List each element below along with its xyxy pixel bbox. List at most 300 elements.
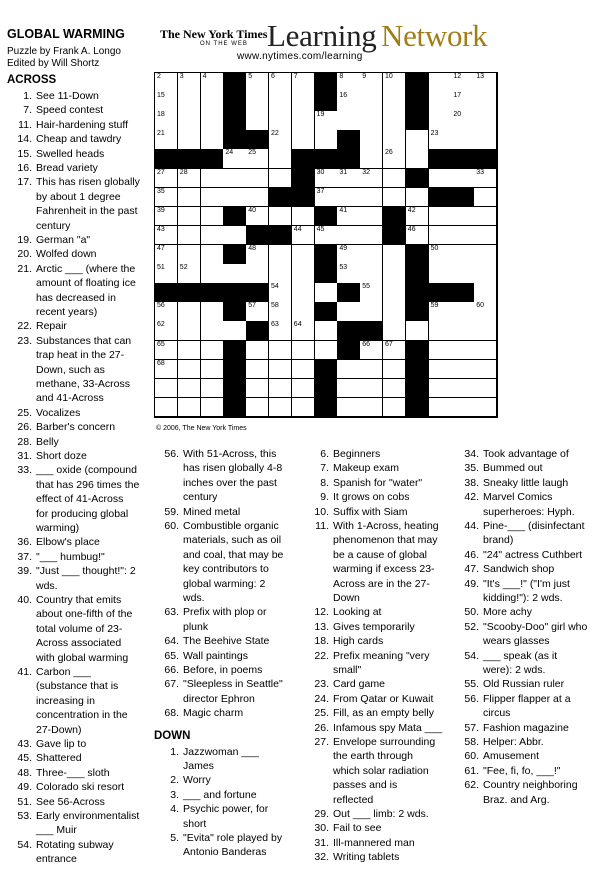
grid-cell[interactable]	[360, 264, 383, 284]
grid-cell[interactable]	[201, 207, 224, 227]
grid-cell[interactable]	[246, 92, 269, 112]
grid-cell[interactable]	[178, 341, 201, 361]
grid-cell[interactable]	[383, 302, 406, 322]
grid-cell[interactable]	[360, 92, 383, 112]
grid-cell[interactable]	[178, 111, 201, 131]
grid-cell[interactable]	[383, 73, 406, 93]
grid-cell[interactable]	[406, 321, 429, 341]
grid-cell[interactable]	[269, 283, 292, 303]
grid-cell[interactable]	[269, 130, 292, 150]
down-clue[interactable]	[303, 850, 453, 864]
grid-cell[interactable]	[292, 379, 315, 399]
down-clue[interactable]	[453, 692, 603, 721]
grid-cell[interactable]	[451, 321, 474, 341]
across-clue[interactable]	[6, 809, 154, 838]
grid-cell[interactable]	[155, 92, 178, 112]
grid-cell[interactable]	[474, 226, 497, 246]
crossword-grid[interactable]	[154, 72, 498, 418]
grid-cell[interactable]	[155, 264, 178, 284]
across-clue[interactable]	[6, 147, 154, 161]
grid-cell[interactable]	[383, 321, 406, 341]
grid-cell[interactable]	[201, 130, 224, 150]
grid-cell[interactable]	[269, 264, 292, 284]
grid-cell[interactable]	[178, 169, 201, 189]
grid-cell[interactable]	[360, 245, 383, 265]
down-clue[interactable]	[153, 745, 303, 774]
grid-cell[interactable]	[429, 245, 452, 265]
grid-cell[interactable]	[360, 169, 383, 189]
grid-cell[interactable]	[201, 398, 224, 418]
across-clue[interactable]	[153, 706, 303, 720]
grid-cell[interactable]	[292, 226, 315, 246]
grid-cell[interactable]	[292, 341, 315, 361]
grid-cell[interactable]	[337, 226, 360, 246]
grid-cell[interactable]	[360, 130, 383, 150]
grid-cell[interactable]	[246, 169, 269, 189]
grid-cell[interactable]	[292, 207, 315, 227]
grid-cell[interactable]	[292, 92, 315, 112]
across-clue[interactable]	[153, 505, 303, 519]
grid-cell[interactable]	[429, 111, 452, 131]
grid-cell[interactable]	[246, 207, 269, 227]
grid-cell[interactable]	[474, 398, 497, 418]
grid-cell[interactable]	[474, 360, 497, 380]
grid-cell[interactable]	[406, 130, 429, 150]
grid-cell[interactable]	[315, 283, 338, 303]
across-clue[interactable]	[6, 593, 154, 665]
clue-text: Sneaky little laugh	[483, 476, 569, 489]
grid-cell[interactable]	[451, 130, 474, 150]
across-clue[interactable]	[6, 838, 154, 867]
down-clue[interactable]	[303, 476, 453, 490]
grid-cell[interactable]	[292, 302, 315, 322]
across-clue[interactable]	[6, 175, 154, 233]
grid-cell[interactable]	[292, 283, 315, 303]
grid-cell[interactable]	[155, 130, 178, 150]
grid-cell[interactable]	[178, 321, 201, 341]
byline	[7, 46, 121, 69]
grid-cell[interactable]	[383, 379, 406, 399]
grid-cell[interactable]	[178, 130, 201, 150]
down-clue[interactable]	[303, 821, 453, 835]
grid-cell[interactable]	[223, 149, 246, 169]
grid-cell[interactable]	[155, 169, 178, 189]
grid-cell[interactable]	[474, 341, 497, 361]
grid-cell[interactable]	[201, 360, 224, 380]
grid-cell[interactable]	[201, 264, 224, 284]
grid-cell[interactable]	[451, 169, 474, 189]
down-clue[interactable]	[303, 677, 453, 691]
across-clue[interactable]	[153, 649, 303, 663]
grid-cell[interactable]	[269, 360, 292, 380]
grid-cell[interactable]	[451, 207, 474, 227]
across-clue[interactable]	[6, 435, 154, 449]
grid-cell[interactable]	[337, 207, 360, 227]
across-clue[interactable]	[6, 262, 154, 320]
grid-cell[interactable]	[269, 245, 292, 265]
down-clue[interactable]	[303, 490, 453, 504]
down-clue[interactable]	[453, 562, 603, 576]
grid-cell[interactable]	[223, 321, 246, 341]
grid-cell[interactable]	[383, 92, 406, 112]
grid-cell[interactable]	[451, 73, 474, 93]
grid-cell[interactable]	[451, 226, 474, 246]
grid-cell[interactable]	[383, 130, 406, 150]
grid-block	[451, 283, 474, 303]
grid-cell[interactable]	[474, 245, 497, 265]
grid-cell[interactable]	[406, 188, 429, 208]
across-clue[interactable]	[6, 780, 154, 794]
grid-cell[interactable]	[155, 379, 178, 399]
down-clue[interactable]	[303, 721, 453, 735]
grid-cell[interactable]	[292, 245, 315, 265]
grid-cell[interactable]	[292, 360, 315, 380]
down-clue[interactable]	[453, 749, 603, 763]
down-clue[interactable]	[453, 764, 603, 778]
grid-cell[interactable]	[155, 207, 178, 227]
grid-cell[interactable]	[360, 360, 383, 380]
grid-cell[interactable]	[246, 149, 269, 169]
grid-cell[interactable]	[269, 111, 292, 131]
grid-cell[interactable]	[246, 264, 269, 284]
grid-cell[interactable]	[315, 341, 338, 361]
grid-cell[interactable]	[451, 302, 474, 322]
across-clue[interactable]	[153, 663, 303, 677]
grid-cell[interactable]	[178, 360, 201, 380]
grid-cell[interactable]	[269, 73, 292, 93]
grid-cell[interactable]	[269, 341, 292, 361]
grid-cell[interactable]	[429, 130, 452, 150]
grid-cell[interactable]	[383, 169, 406, 189]
grid-cell[interactable]	[201, 321, 224, 341]
down-clue[interactable]	[453, 620, 603, 649]
grid-cell[interactable]	[429, 379, 452, 399]
grid-block	[223, 398, 246, 418]
down-clue[interactable]	[153, 831, 303, 860]
cell-number: 3	[179, 73, 184, 80]
grid-cell[interactable]	[269, 398, 292, 418]
across-clue[interactable]	[6, 737, 154, 751]
across-clue[interactable]	[6, 118, 154, 132]
grid-cell[interactable]	[451, 379, 474, 399]
grid-cell[interactable]	[474, 321, 497, 341]
grid-cell[interactable]	[474, 188, 497, 208]
grid-cell[interactable]	[223, 264, 246, 284]
grid-cell[interactable]	[360, 111, 383, 131]
grid-cell[interactable]	[315, 188, 338, 208]
across-clue[interactable]	[153, 605, 303, 634]
grid-cell[interactable]	[223, 169, 246, 189]
grid-cell[interactable]	[201, 188, 224, 208]
across-clue[interactable]	[153, 634, 303, 648]
grid-cell[interactable]	[451, 111, 474, 131]
down-clue[interactable]	[303, 807, 453, 821]
grid-cell[interactable]	[269, 379, 292, 399]
grid-cell[interactable]	[429, 321, 452, 341]
grid-cell[interactable]	[451, 245, 474, 265]
across-clue[interactable]	[153, 519, 303, 605]
grid-cell[interactable]	[451, 360, 474, 380]
grid-cell[interactable]	[429, 360, 452, 380]
across-clue[interactable]	[6, 665, 154, 737]
grid-cell[interactable]	[178, 207, 201, 227]
grid-cell[interactable]	[383, 341, 406, 361]
grid-cell[interactable]	[360, 302, 383, 322]
grid-cell[interactable]	[155, 341, 178, 361]
down-clue[interactable]	[453, 577, 603, 606]
down-clue[interactable]	[453, 548, 603, 562]
grid-cell[interactable]	[451, 341, 474, 361]
grid-cell[interactable]	[383, 360, 406, 380]
grid-cell[interactable]	[269, 149, 292, 169]
down-clue[interactable]	[453, 476, 603, 490]
grid-cell[interactable]	[337, 360, 360, 380]
across-clue[interactable]	[6, 463, 154, 535]
grid-cell[interactable]	[155, 111, 178, 131]
grid-cell[interactable]	[292, 398, 315, 418]
grid-cell[interactable]	[178, 73, 201, 93]
grid-cell[interactable]	[337, 188, 360, 208]
grid-cell[interactable]	[178, 188, 201, 208]
grid-cell[interactable]	[315, 130, 338, 150]
grid-cell[interactable]	[383, 111, 406, 131]
down-clue[interactable]	[303, 447, 453, 461]
grid-block	[178, 283, 201, 303]
down-clue[interactable]	[453, 605, 603, 619]
down-clue[interactable]	[303, 620, 453, 634]
grid-cell[interactable]	[474, 302, 497, 322]
grid-cell[interactable]	[474, 111, 497, 131]
clue-number: 49.	[17, 781, 32, 794]
down-clue[interactable]	[453, 778, 603, 807]
grid-cell[interactable]	[383, 188, 406, 208]
down-clue[interactable]	[303, 634, 453, 648]
grid-cell[interactable]	[337, 398, 360, 418]
grid-cell[interactable]	[429, 226, 452, 246]
down-clue[interactable]	[303, 735, 453, 807]
grid-cell[interactable]	[155, 73, 178, 93]
grid-cell[interactable]	[429, 341, 452, 361]
down-clue[interactable]	[453, 649, 603, 678]
grid-cell[interactable]	[474, 207, 497, 227]
grid-cell[interactable]	[429, 398, 452, 418]
down-clue[interactable]	[453, 735, 603, 749]
grid-cell[interactable]	[360, 398, 383, 418]
across-clue[interactable]	[6, 420, 154, 434]
grid-cell[interactable]	[292, 130, 315, 150]
grid-cell[interactable]	[474, 169, 497, 189]
across-clue[interactable]	[6, 161, 154, 175]
grid-cell[interactable]	[337, 92, 360, 112]
across-clue[interactable]	[153, 447, 303, 505]
grid-cell[interactable]	[269, 169, 292, 189]
grid-cell[interactable]	[201, 226, 224, 246]
grid-cell[interactable]	[383, 264, 406, 284]
across-clue[interactable]	[6, 334, 154, 406]
across-clue[interactable]	[153, 677, 303, 706]
grid-cell[interactable]	[246, 341, 269, 361]
grid-cell[interactable]	[337, 379, 360, 399]
grid-cell[interactable]	[406, 226, 429, 246]
grid-cell[interactable]	[451, 398, 474, 418]
grid-cell[interactable]	[246, 111, 269, 131]
grid-cell[interactable]	[246, 73, 269, 93]
grid-cell[interactable]	[292, 73, 315, 93]
grid-cell[interactable]	[360, 283, 383, 303]
grid-cell[interactable]	[201, 169, 224, 189]
down-clue[interactable]	[303, 519, 453, 605]
grid-cell[interactable]	[201, 302, 224, 322]
grid-cell[interactable]	[178, 379, 201, 399]
across-clue[interactable]	[6, 766, 154, 780]
grid-cell[interactable]	[246, 379, 269, 399]
grid-cell[interactable]	[337, 302, 360, 322]
down-clue[interactable]	[303, 461, 453, 475]
grid-cell[interactable]	[474, 379, 497, 399]
down-clue[interactable]	[153, 788, 303, 802]
clue-text: Beginners	[333, 448, 381, 460]
grid-cell[interactable]	[315, 226, 338, 246]
clue-text: Looking at	[333, 606, 382, 619]
grid-cell[interactable]	[201, 73, 224, 93]
grid-cell[interactable]	[269, 207, 292, 227]
grid-cell[interactable]	[201, 379, 224, 399]
grid-cell[interactable]	[337, 169, 360, 189]
grid-cell[interactable]	[315, 321, 338, 341]
grid-cell[interactable]	[246, 398, 269, 418]
grid-cell[interactable]	[246, 302, 269, 322]
grid-cell[interactable]	[155, 188, 178, 208]
grid-cell[interactable]	[292, 321, 315, 341]
grid-cell[interactable]	[155, 360, 178, 380]
down-clue[interactable]	[453, 490, 603, 519]
grid-cell[interactable]	[360, 207, 383, 227]
logo-url[interactable]: www.nytimes.com/learning	[237, 51, 363, 62]
grid-cell[interactable]	[178, 398, 201, 418]
grid-cell[interactable]	[178, 245, 201, 265]
down-clue[interactable]	[303, 836, 453, 850]
down-clue[interactable]	[453, 447, 603, 461]
grid-cell[interactable]	[429, 92, 452, 112]
grid-cell[interactable]	[201, 245, 224, 265]
grid-cell[interactable]	[406, 207, 429, 227]
grid-cell[interactable]	[178, 302, 201, 322]
down-clue[interactable]	[453, 677, 603, 691]
grid-cell[interactable]	[178, 92, 201, 112]
grid-cell[interactable]	[383, 149, 406, 169]
grid-cell[interactable]	[360, 73, 383, 93]
grid-cell[interactable]	[246, 188, 269, 208]
clue-number: 7.	[23, 104, 32, 117]
grid-cell[interactable]	[474, 130, 497, 150]
grid-cell[interactable]	[383, 245, 406, 265]
across-clue[interactable]	[6, 132, 154, 146]
grid-cell[interactable]	[337, 111, 360, 131]
grid-cell[interactable]	[429, 302, 452, 322]
grid-cell[interactable]	[337, 264, 360, 284]
across-clue[interactable]	[6, 535, 154, 549]
down-clue[interactable]	[303, 505, 453, 519]
across-clue[interactable]	[6, 550, 154, 564]
grid-cell[interactable]	[178, 264, 201, 284]
grid-cell[interactable]	[269, 321, 292, 341]
grid-cell[interactable]	[201, 92, 224, 112]
grid-cell[interactable]	[383, 283, 406, 303]
grid-cell[interactable]	[201, 111, 224, 131]
grid-cell[interactable]	[474, 73, 497, 93]
down-clue[interactable]	[453, 519, 603, 548]
down-clue[interactable]	[303, 649, 453, 678]
grid-cell[interactable]	[292, 264, 315, 284]
grid-cell[interactable]	[269, 302, 292, 322]
grid-cell[interactable]	[315, 169, 338, 189]
across-clue[interactable]	[6, 449, 154, 463]
down-clue[interactable]	[303, 692, 453, 706]
grid-cell[interactable]	[429, 207, 452, 227]
down-clue[interactable]	[303, 706, 453, 720]
grid-cell[interactable]	[178, 226, 201, 246]
grid-cell[interactable]	[155, 245, 178, 265]
down-clue[interactable]	[153, 802, 303, 831]
down-clue[interactable]	[153, 773, 303, 787]
across-clue[interactable]	[6, 564, 154, 593]
grid-cell[interactable]	[451, 264, 474, 284]
across-clue[interactable]	[6, 751, 154, 765]
across-clue[interactable]	[6, 247, 154, 261]
grid-cell[interactable]	[337, 73, 360, 93]
across-clue[interactable]	[6, 89, 154, 103]
grid-cell[interactable]	[155, 302, 178, 322]
grid-cell[interactable]	[155, 226, 178, 246]
grid-cell[interactable]	[246, 360, 269, 380]
grid-cell[interactable]	[429, 73, 452, 93]
across-clue[interactable]	[6, 406, 154, 420]
grid-cell[interactable]	[360, 188, 383, 208]
grid-cell[interactable]	[246, 245, 269, 265]
down-clue[interactable]	[453, 461, 603, 475]
grid-block	[406, 92, 429, 112]
grid-cell[interactable]	[474, 283, 497, 303]
across-clue[interactable]	[6, 795, 154, 809]
across-clue[interactable]	[6, 233, 154, 247]
grid-cell[interactable]	[383, 398, 406, 418]
grid-cell[interactable]	[155, 321, 178, 341]
grid-cell[interactable]	[337, 245, 360, 265]
across-clue[interactable]	[6, 103, 154, 117]
grid-cell[interactable]	[429, 169, 452, 189]
grid-cell[interactable]	[360, 379, 383, 399]
clue-text: Country that emits	[36, 594, 122, 606]
grid-cell[interactable]	[223, 188, 246, 208]
down-clue[interactable]	[303, 605, 453, 619]
across-clue[interactable]	[6, 319, 154, 333]
grid-cell[interactable]	[451, 92, 474, 112]
grid-cell[interactable]	[315, 111, 338, 131]
grid-cell[interactable]	[292, 111, 315, 131]
grid-cell[interactable]	[269, 92, 292, 112]
grid-cell[interactable]	[155, 398, 178, 418]
grid-cell[interactable]	[406, 149, 429, 169]
grid-cell[interactable]	[474, 264, 497, 284]
down-clue[interactable]	[453, 721, 603, 735]
grid-cell[interactable]	[201, 341, 224, 361]
grid-cell[interactable]	[360, 149, 383, 169]
grid-cell[interactable]	[223, 226, 246, 246]
grid-cell[interactable]	[474, 92, 497, 112]
grid-cell[interactable]	[360, 341, 383, 361]
grid-cell[interactable]	[360, 226, 383, 246]
grid-cell[interactable]	[429, 264, 452, 284]
